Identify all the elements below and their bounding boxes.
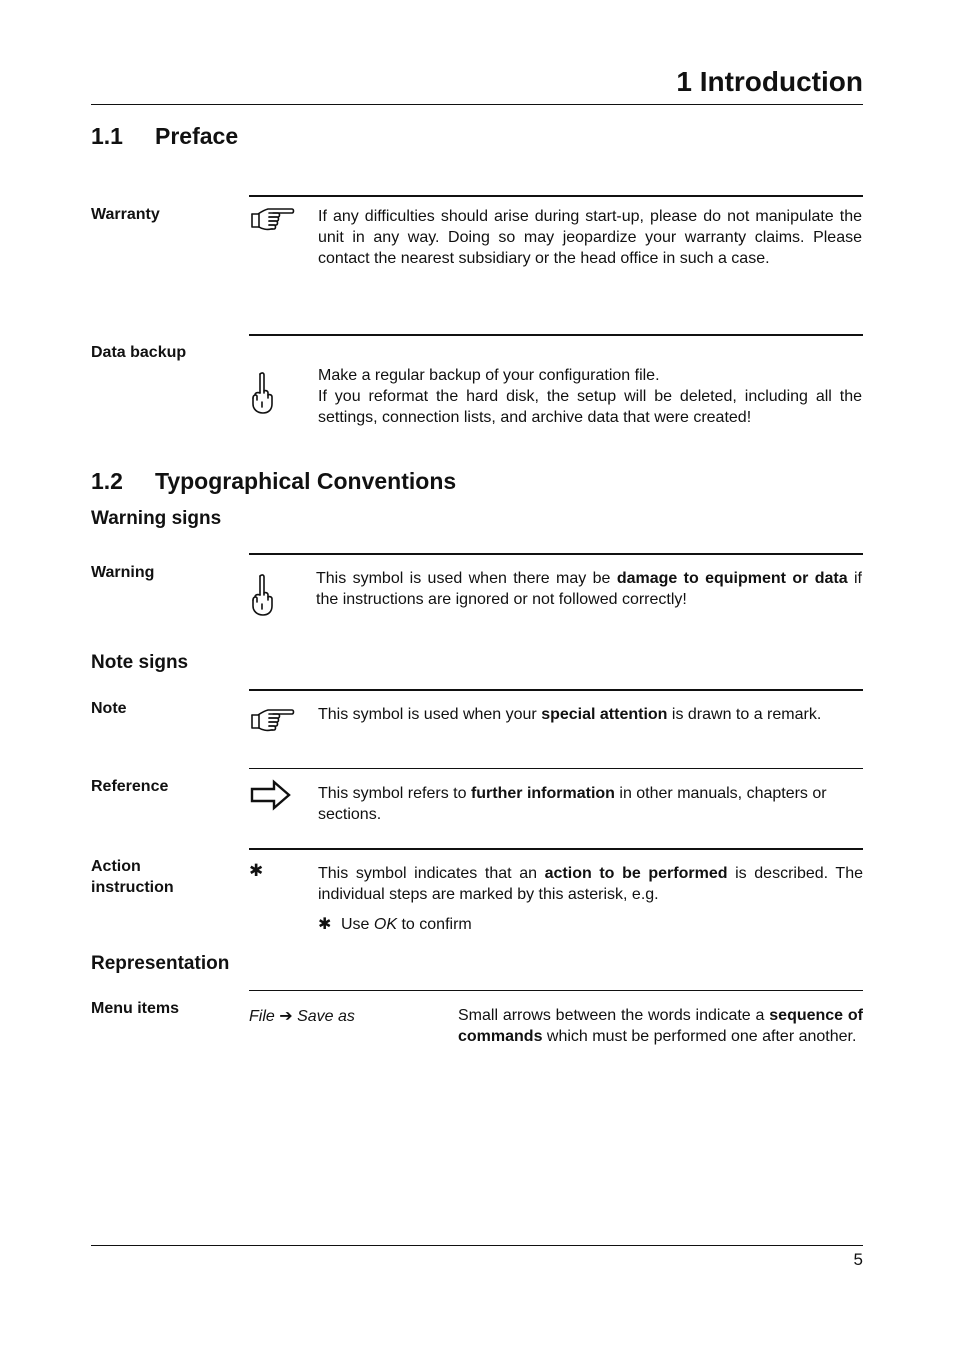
footer-rule (91, 1245, 863, 1246)
warning-text (316, 568, 862, 610)
action-text-bold: action to be performed (544, 865, 728, 882)
note-rule (249, 689, 863, 691)
pointing-hand-icon (249, 706, 297, 734)
menu-items-rule (249, 990, 863, 991)
section-title: Preface (155, 123, 239, 149)
asterisk-icon: ✱ (318, 916, 332, 933)
section-heading-preface (91, 123, 238, 150)
action-label-line-1: Action (91, 858, 141, 875)
action-label-line-2: instruction (91, 879, 174, 896)
outline-arrow-icon (250, 779, 292, 811)
warning-label: Warning (91, 564, 155, 581)
menu-path-file: File (249, 1008, 275, 1025)
reference-label: Reference (91, 778, 169, 795)
warning-text-bold: damage to equipment or data (616, 570, 848, 587)
reference-text (318, 783, 866, 825)
note-text-bold: special attention (541, 706, 668, 723)
page-number: 5 (853, 1250, 863, 1269)
action-text-pre: This symbol indicates that an (318, 865, 545, 882)
data-backup-label: Data backup (91, 344, 187, 361)
action-example-post: to confirm (397, 916, 472, 933)
warning-rule (249, 553, 863, 555)
pointing-hand-icon (249, 205, 297, 233)
warranty-text: If any difficulties should arise during start-up, please do not manipulate the unit in any way. Doing so may jeopardize your warranty claims. Please contact the nearest subsidiary or the head office in such a case. (318, 208, 862, 267)
action-example (318, 914, 472, 935)
action-text-post: is described. The individual steps are marked by this asterisk, e.g. (318, 865, 864, 903)
reference-text-pre: This symbol refers to (318, 785, 471, 802)
raised-finger-icon (250, 371, 274, 415)
warranty-rule (249, 195, 863, 197)
action-text (318, 863, 863, 905)
note-text-pre: This symbol is used when your (318, 706, 542, 723)
subheading-note-signs: Note signs (91, 652, 189, 673)
data-backup-line-2: If you reformat the hard disk, the setup will be deleted, including all the settings, connection lists, and archive data that were created! (318, 388, 862, 426)
data-backup-rule (249, 334, 863, 336)
note-text (318, 704, 863, 725)
chapter-title: 1 Introduction (676, 66, 863, 97)
action-instruction-label (91, 856, 174, 898)
menu-items-text-pre: Small arrows between the words indicate a (458, 1007, 770, 1024)
action-rule (249, 848, 863, 850)
action-example-italic: OK (373, 916, 398, 933)
menu-path-example (249, 1006, 355, 1027)
menu-path-save-as: Save as (297, 1008, 355, 1025)
subheading-warning-signs: Warning signs (91, 508, 222, 529)
reference-rule (249, 768, 863, 769)
reference-text-bold: further information (470, 785, 615, 802)
menu-items-label: Menu items (91, 1000, 180, 1017)
asterisk-icon: ✱ (249, 861, 264, 880)
section-title: Typographical Conventions (155, 468, 457, 494)
reference-text-post: in other manuals, chapters or sections. (318, 785, 827, 823)
note-text-post: is drawn to a remark. (667, 706, 822, 723)
data-backup-text (318, 365, 862, 428)
menu-items-text-bold: sequence of commands (458, 1007, 864, 1045)
header-rule (91, 104, 863, 105)
action-example-pre: Use (341, 916, 374, 933)
note-label: Note (91, 700, 127, 717)
section-heading-typographical-conventions (91, 468, 456, 495)
warranty-label: Warranty (91, 206, 160, 223)
warning-text-pre: This symbol is used when there may be (316, 570, 617, 587)
raised-finger-icon (250, 573, 274, 617)
section-number: 1.1 (91, 123, 123, 149)
menu-items-text-post: which must be performed one after another. (542, 1028, 857, 1045)
subheading-representation: Representation (91, 953, 230, 974)
section-number: 1.2 (91, 468, 123, 494)
warning-text-post: if the instructions are ignored or not followed correctly! (316, 570, 863, 608)
data-backup-line-1: Make a regular backup of your configuration file. (318, 367, 660, 384)
arrow-right-icon: ➔ (279, 1008, 293, 1025)
menu-items-text (458, 1005, 863, 1047)
